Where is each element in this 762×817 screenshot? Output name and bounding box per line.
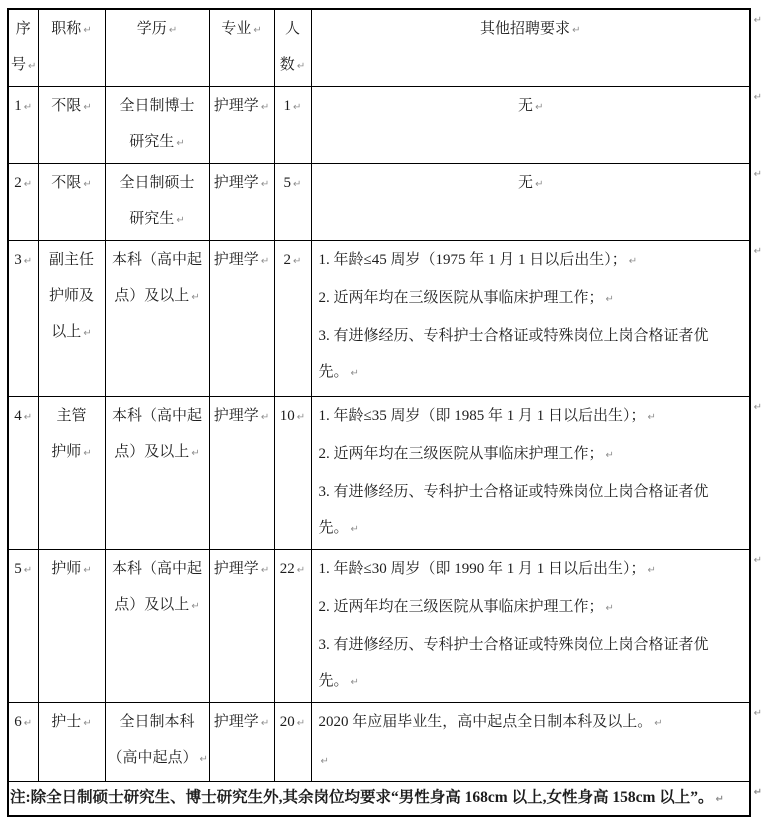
cell-requirements [311,87,762,164]
text-line: 人 [284,21,300,37]
text-line: 3. 有进修经历、专科护士合格证或特殊岗位上岗合格证者优 [318,484,709,500]
paragraph-mark-icon: ↵ [176,138,185,149]
paragraph-mark-icon: ↵ [83,102,92,113]
paragraph-mark-icon: ↵ [23,412,33,423]
cell-education [105,397,209,550]
end-of-row-mark-icon: ↵ [753,708,762,719]
text-line: 护师 ↵ [51,444,92,460]
text-line: 护师及 [48,288,94,304]
text-line: 全日制硕士 [119,175,195,191]
text-line: 点）及以上 ↵ [114,597,200,613]
cell-title [38,87,105,164]
paragraph-mark-icon: ↵ [647,565,656,576]
text-line: 不限 ↵ [51,175,92,191]
header-cell-col-major [209,9,274,87]
paragraph-mark-icon: ↵ [191,601,200,612]
paragraph-mark-icon: ↵ [654,718,663,729]
paragraph-mark-icon: ↵ [23,565,33,576]
end-of-row-mark-icon: ↵ [753,246,762,257]
cell-requirements [311,241,762,397]
text-line: 先。 ↵ [318,520,359,536]
text-line: 10 ↵ [279,408,306,424]
header-cell-col-education [105,9,209,87]
paragraph-mark-icon: ↵ [23,102,33,113]
text-line: 无 ↵ [518,98,544,114]
text-line: 护理学 ↵ [213,98,270,114]
requirement-paragraph [319,589,744,627]
text-line: 6 ↵ [14,714,33,730]
paragraph-mark-icon: ↵ [83,718,92,729]
text-line: 先。 ↵ [318,673,359,689]
paragraph-mark-icon: ↵ [260,102,270,113]
paragraph-mark-icon: ↵ [83,179,92,190]
paragraph-mark-icon: ↵ [191,292,200,303]
text-line: 护理学 ↵ [213,714,270,730]
cell-title [38,550,105,703]
cell-major [209,397,274,550]
table-header-row [8,9,750,87]
text-line: 本科（高中起 [111,561,202,577]
text-line: 4 ↵ [14,408,33,424]
requirement-paragraph [319,398,744,436]
note-text: 注:除全日制硕士研究生、博士研究生外,其余岗位均要求“男性身高 168cm 以上,女性身高 158cm 以上”。 [10,789,714,806]
cell-headcount [274,703,311,782]
text-line: 2 ↵ [283,252,302,268]
table-row [8,550,750,703]
cell-title [38,703,105,782]
text-line: 本科（高中起 [111,408,202,424]
paragraph-mark-icon: ↵ [260,718,270,729]
text-line: 点）及以上 ↵ [114,444,200,460]
cell-requirements [311,397,762,550]
requirement-paragraph [319,704,744,742]
header-cell-col-requirements [311,9,762,87]
paragraph-mark-icon: ↵ [535,179,544,190]
end-of-row-mark-icon: ↵ [753,15,762,26]
text-line: 本科（高中起 [111,252,202,268]
requirement-paragraph [319,551,744,589]
paragraph-mark-icon: ↵ [628,256,638,267]
cell-title [38,164,105,241]
paragraph-mark-icon: ↵ [605,450,614,461]
paragraph-mark-icon: ↵ [296,565,306,576]
paragraph-mark-icon: ↵ [293,102,302,113]
paragraph-mark-icon: ↵ [293,256,302,267]
cell-number [8,241,38,397]
paragraph-mark-icon: ↵ [605,294,614,305]
paragraph-mark-icon: ↵ [647,412,656,423]
text-line: 1. 年龄≤30 周岁（即 1990 年 1 月 1 日以后出生）； ↵ [318,561,656,577]
text-line: 22 ↵ [279,561,306,577]
paragraph-mark-icon: ↵ [23,718,33,729]
paragraph-mark-icon: ↵ [260,179,270,190]
paragraph-mark-icon: ↵ [605,603,614,614]
text-line: 2. 近两年均在三级医院从事临床护理工作； ↵ [318,290,614,306]
requirement-paragraph [319,474,744,548]
text-line: 先。 ↵ [318,364,359,380]
requirement-paragraph [319,627,744,701]
paragraph-mark-icon: ↵ [83,448,92,459]
paragraph-mark-icon: ↵ [260,412,270,423]
paragraph-mark-icon: ↵ [296,718,306,729]
cell-title [38,241,105,397]
note-cell [8,782,762,817]
paragraph-mark-icon: ↵ [83,328,92,339]
text-line: 护理学 ↵ [213,561,270,577]
paragraph-mark-icon: ↵ [296,61,306,72]
text-line: 其他招聘要求 ↵ [480,21,581,37]
text-line: 主管 [56,408,87,424]
recruitment-table [7,8,762,817]
end-of-row-mark-icon: ↵ [753,402,762,413]
table-row [8,397,750,550]
cell-headcount [274,397,311,550]
paragraph-mark-icon: ↵ [191,448,200,459]
cell-major [209,703,274,782]
paragraph-mark-icon: ↵ [83,25,92,36]
paragraph-mark-icon: ↵ [535,102,544,113]
text-line: （高中起点） ↵ [107,750,208,766]
requirement-paragraph [319,742,744,780]
requirement-paragraph [319,436,744,474]
paragraph-mark-icon: ↵ [350,524,359,535]
text-line: 数 ↵ [279,57,306,73]
cell-title [38,397,105,550]
text-line: 点）及以上 ↵ [114,288,200,304]
end-of-row-mark-icon: ↵ [753,169,762,180]
text-line: 全日制本科 [119,714,195,730]
cell-headcount [274,87,311,164]
text-line: 研究生 ↵ [129,134,185,150]
header-cell-col-title [38,9,105,87]
cell-headcount [274,241,311,397]
cell-number [8,87,38,164]
header-cell-col-number [8,9,38,87]
text-line: 无 ↵ [518,175,544,191]
cell-education [105,550,209,703]
cell-headcount [274,550,311,703]
cell-requirements [311,164,762,241]
cell-education [105,241,209,397]
text-line: 专业 ↵ [221,21,262,37]
text-line: 护理学 ↵ [213,175,270,191]
end-of-row-mark-icon: ↵ [753,555,762,566]
text-line: 护理学 ↵ [213,408,270,424]
cell-major [209,241,274,397]
cell-education [105,87,209,164]
paragraph-mark-icon: ↵ [293,179,302,190]
requirement-paragraph [319,88,744,126]
paragraph-mark-icon: ↵ [572,25,581,36]
cell-number [8,397,38,550]
cell-education [105,703,209,782]
text-line: 护理学 ↵ [213,252,270,268]
table-row [8,164,750,241]
text-line: 5 ↵ [14,561,33,577]
text-line: 职称 ↵ [51,21,92,37]
paragraph-mark-icon: ↵ [83,565,92,576]
text-line: 1. 年龄≤35 周岁（即 1985 年 1 月 1 日以后出生）； ↵ [318,408,656,424]
text-line: 5 ↵ [283,175,302,191]
text-line: 护师 ↵ [51,561,92,577]
cell-number [8,703,38,782]
cell-education [105,164,209,241]
text-line: 3 ↵ [14,252,33,268]
end-of-row-mark-icon: ↵ [753,92,762,103]
paragraph-mark-icon: ↵ [320,756,329,767]
paragraph-mark-icon: ↵ [715,794,724,805]
text-line: 以上 ↵ [51,324,92,340]
requirement-paragraph [319,242,744,280]
paragraph-mark-icon: ↵ [23,256,33,267]
requirement-paragraph [319,318,744,392]
text-line: 1. 年龄≤45 周岁（1975 年 1 月 1 日以后出生）； ↵ [318,252,638,268]
table-row [8,703,750,782]
paragraph-mark-icon: ↵ [253,25,262,36]
text-line: 号 ↵ [11,57,37,73]
text-line: 3. 有进修经历、专科护士合格证或特殊岗位上岗合格证者优 [318,328,709,344]
end-of-row-mark-icon: ↵ [753,787,762,798]
text-line: 全日制博士 [119,98,195,114]
text-line: 副主任 [48,252,94,268]
text-line: 护士 ↵ [51,714,92,730]
table-row [8,241,750,397]
table-row [8,87,750,164]
cell-headcount [274,164,311,241]
text-line: 2. 近两年均在三级医院从事临床护理工作； ↵ [318,446,614,462]
text-line: 研究生 ↵ [129,211,185,227]
requirement-paragraph [319,280,744,318]
paragraph-mark-icon: ↵ [176,215,185,226]
text-line: 2020 年应届毕业生，高中起点全日制本科及以上。 ↵ [318,714,663,730]
cell-requirements [311,703,762,782]
text-line: 3. 有进修经历、专科护士合格证或特殊岗位上岗合格证者优 [318,637,709,653]
paragraph-mark-icon: ↵ [28,61,37,72]
text-line: 1 ↵ [14,98,33,114]
paragraph-mark-icon: ↵ [260,565,270,576]
paragraph-mark-icon: ↵ [199,754,208,765]
text-line: 20 ↵ [279,714,306,730]
paragraph-mark-icon: ↵ [260,256,270,267]
paragraph-mark-icon: ↵ [350,677,359,688]
text-line: 2 ↵ [14,175,33,191]
text-line: 2. 近两年均在三级医院从事临床护理工作； ↵ [318,599,614,615]
text-line: 不限 ↵ [51,98,92,114]
text-line: 序 [15,21,31,37]
cell-major [209,87,274,164]
paragraph-mark-icon: ↵ [350,368,359,379]
table-note-row [8,782,750,817]
paragraph-mark-icon: ↵ [296,412,306,423]
header-cell-col-headcount [274,9,311,87]
requirement-paragraph [319,165,744,203]
cell-requirements [311,550,762,703]
paragraph-mark-icon: ↵ [168,25,178,36]
cell-major [209,550,274,703]
cell-major [209,164,274,241]
cell-number [8,550,38,703]
paragraph-mark-icon: ↵ [23,179,33,190]
text-line: 1 ↵ [283,98,302,114]
cell-number [8,164,38,241]
text-line: 学历 ↵ [136,21,178,37]
text-line [319,742,744,780]
